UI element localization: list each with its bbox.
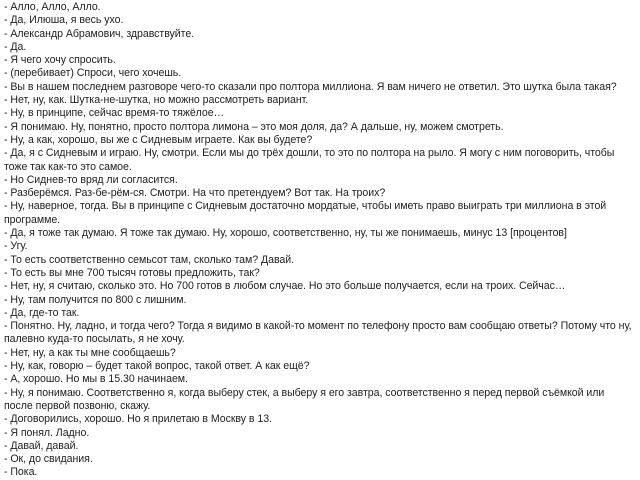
transcript-line: - Ок, до свидания. [4,453,93,466]
transcript-line: - Вы в нашем последнем разговоре чего-то сказали про полтора миллиона. Я вам ничего не ответил. Это шутка была такая? [4,80,617,93]
transcript-line: - (перебивает) Спроси, чего хочешь. [4,67,182,80]
transcript-line: - Договорились, хорошо. Но я прилетаю в Москву в 13. [4,413,272,426]
transcript-line: - Разберёмся. Раз-бе-рём-ся. Смотри. На что претендуем? Вот так. На троих? [4,187,386,200]
transcript-line: - Нет, ну, а как ты мне сообщаешь? [4,346,176,359]
transcript-line: - Да, Илюша, я весь ухо. [4,14,124,27]
transcript-line: - Я понимаю. Ну, понятно, просто полтора лимона – это моя доля, да? А дальше, ну, можем смотреть. [4,120,504,133]
transcript-line: - То есть вы мне 700 тысяч готовы предложить, так? [4,266,260,279]
transcript-line: - Ну, наверное, тогда. Вы в принципе с Сидневым достаточно мордатые, чтобы иметь право выиграть три миллиона в этой программе. [4,200,607,226]
transcript-line: - Угу. [4,240,28,253]
transcript-line: - Александр Абрамович, здравствуйте. [4,27,195,40]
transcript-line: - А, хорошо. Но мы в 15.30 начинаем. [4,373,188,386]
transcript-line: - Ну, там получится по 800 с лишним. [4,293,187,306]
transcript-line: - Пока. [4,466,38,479]
transcript-line: - Да, я тоже так думаю. Я тоже так думаю. Ну, хорошо, соответственно, ну, ты же понимаешь, минус 13 [процентов] [4,227,567,240]
transcript-line: - Да, я с Сидневым и играю. Ну, смотри. Если мы до трёх дошли, то это по полтора на рыло. Я могу с ним поговорить, чтобы тоже так как-то это самое. [4,147,615,173]
transcript-line: - Ну, в принципе, сейчас время-то тяжёлое… [4,107,225,120]
transcript-line: - Давай, давай. [4,439,79,452]
transcript-line: - Но Сиднев-то вряд ли согласится. [4,173,178,186]
transcript-line: - То есть соответственно семьсот там, сколько там? Давай. [4,253,295,266]
transcript-line: - Алло, Алло, Алло. [4,1,101,13]
transcript-line: - Ну, я понимаю. Соответственно я, когда выберу стек, а выберу я его завтра, соответственно я перед первой съёмкой или после первой позвоню, скажу. [4,386,605,412]
transcript-line: - Ну, как, говорю – будет такой вопрос, такой ответ. А как ещё? [4,360,310,373]
transcript-line: - Я чего хочу спросить. [4,54,116,67]
transcript-line: - Я понял. Ладно. [4,426,90,439]
transcript-document [4,1,634,480]
transcript-line: - Ну, а как, хорошо, вы же с Сидневым играете. Как вы будете? [4,133,313,146]
transcript-line: - Нет, ну, как. Шутка-не-шутка, но можно рассмотреть вариант. [4,94,309,107]
transcript-line: - Да. [4,40,27,53]
transcript-line: - Нет, ну, я считаю, сколько это. Но 700 готов в любом случае. Но это больше получается, если на троих. Сейчас… [4,280,566,293]
transcript-line: - Да, где-то так. [4,306,80,319]
transcript-line: - Понятно. Ну, ладно, и тогда чего? Тогда я видимо в какой-то момент по телефону просто вам сообщаю ответы? Потому что ну, палевно куда-то посылать, я не хочу. [4,320,632,346]
